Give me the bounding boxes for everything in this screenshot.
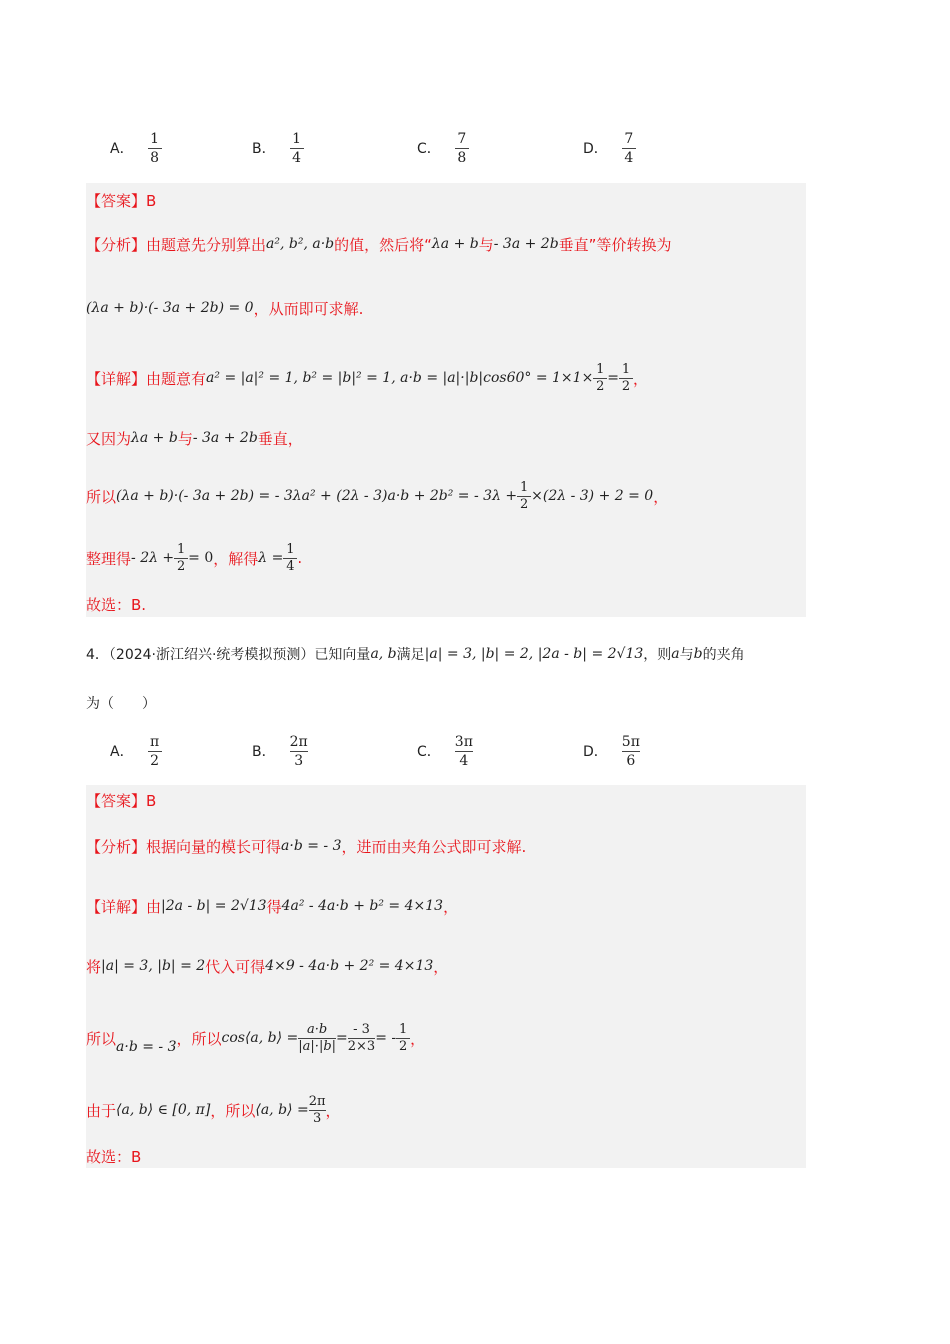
detail-text: ，所以 bbox=[176, 1029, 222, 1048]
detail-text: 与 bbox=[177, 429, 193, 448]
numerator: 5π bbox=[621, 733, 640, 750]
q4-solution-box bbox=[86, 785, 806, 1168]
q4-detail-line4 bbox=[86, 1083, 341, 1137]
denominator: 2 bbox=[596, 378, 605, 394]
option-fraction bbox=[455, 130, 469, 167]
math-fraction bbox=[283, 542, 297, 575]
denominator: 4 bbox=[292, 149, 302, 166]
math-expr: = bbox=[607, 370, 620, 386]
numerator: 1 bbox=[292, 130, 302, 147]
q3-detail-line4 bbox=[86, 533, 302, 583]
denominator: 2 bbox=[398, 1038, 408, 1054]
analysis-text: ，进而由夹角公式即可求解. bbox=[341, 837, 527, 856]
math-fraction bbox=[619, 362, 633, 395]
detail-text: ，解得 bbox=[213, 549, 259, 568]
numerator: 1 bbox=[398, 1021, 408, 1037]
detail-heading: 【详解】 bbox=[86, 897, 147, 916]
q3-options bbox=[110, 124, 670, 172]
denominator: 4 bbox=[459, 752, 469, 769]
detail-text: 所以 bbox=[86, 487, 117, 506]
numerator: 1 bbox=[520, 479, 529, 495]
math-expr: a², b², a·b bbox=[266, 236, 335, 252]
math-expr: - 3a + 2b bbox=[493, 236, 559, 252]
option-fraction bbox=[455, 733, 473, 770]
detail-text: 由题意有 bbox=[146, 369, 207, 388]
math-expr: - 2λ + bbox=[131, 550, 175, 566]
detail-text: 由于 bbox=[86, 1101, 117, 1120]
conclusion-text: 故选：B. bbox=[86, 595, 147, 614]
q4-option-c bbox=[417, 727, 473, 775]
denominator: 8 bbox=[457, 149, 467, 166]
math-expr: |2a - b| = 2√13 bbox=[161, 898, 267, 914]
denominator: 3 bbox=[294, 752, 304, 769]
q4-option-d bbox=[583, 727, 640, 775]
q3-conclusion bbox=[86, 591, 146, 617]
option-label: B． bbox=[252, 141, 276, 157]
option-label: D． bbox=[583, 744, 608, 760]
denominator: 2 bbox=[520, 496, 529, 512]
math-expr: ⟨a, b⟩ = bbox=[255, 1102, 309, 1118]
analysis-text: 与 bbox=[478, 235, 494, 254]
q3-option-b bbox=[252, 124, 304, 172]
stem-text: 为（ ） bbox=[86, 696, 156, 712]
q4-stem-line2 bbox=[86, 690, 156, 716]
option-fraction bbox=[622, 733, 640, 770]
q3-detail-line3 bbox=[86, 471, 668, 521]
conclusion-text: 故选：B bbox=[86, 1147, 142, 1166]
q4-options bbox=[110, 727, 670, 775]
math-expr: a·b = - 3 bbox=[281, 838, 342, 854]
detail-text: 所以 bbox=[86, 1029, 117, 1048]
q4-option-a bbox=[110, 727, 162, 775]
math-expr: 4a² - 4a·b + b² = 4×13 bbox=[281, 898, 444, 914]
denominator: 2 bbox=[150, 752, 160, 769]
detail-text: . bbox=[297, 549, 303, 567]
analysis-text: 由题意先分别算出 bbox=[146, 235, 267, 254]
stem-text: ，则 bbox=[643, 647, 672, 663]
stem-text: 与 bbox=[679, 647, 694, 663]
denominator: |a|·|b| bbox=[298, 1038, 337, 1054]
detail-text: ， bbox=[443, 897, 459, 916]
q4-option-b bbox=[252, 727, 308, 775]
detail-text: 由 bbox=[146, 897, 162, 916]
math-fraction bbox=[309, 1094, 326, 1127]
option-label: A． bbox=[110, 141, 134, 157]
math-expr: λa + b bbox=[131, 430, 178, 446]
denominator: 3 bbox=[312, 1110, 322, 1126]
q4-detail-line2 bbox=[86, 949, 448, 983]
detail-text: 垂直， bbox=[257, 429, 303, 448]
denominator: 8 bbox=[150, 149, 160, 166]
q4-analysis bbox=[86, 831, 526, 861]
option-fraction bbox=[148, 130, 162, 167]
q3-solution-box bbox=[86, 183, 806, 617]
q3-answer bbox=[86, 187, 156, 213]
stem-text: 满足 bbox=[396, 647, 425, 663]
analysis-text: 根据向量的模长可得 bbox=[146, 837, 282, 856]
math-expr: = bbox=[336, 1030, 348, 1046]
answer-text: 【答案】B bbox=[86, 791, 157, 810]
math-expr: a bbox=[671, 646, 680, 662]
math-expr: = - bbox=[375, 1030, 397, 1046]
detail-text: ， bbox=[410, 1029, 426, 1048]
math-expr: a·b = - 3 bbox=[116, 1039, 177, 1055]
math-expr: a² = |a|² = 1, b² = |b|² = 1, a·b = |a|·|b|cos60° = 1×1× bbox=[206, 370, 594, 386]
math-fraction bbox=[348, 1022, 375, 1055]
option-label: C． bbox=[417, 141, 441, 157]
math-expr: ⟨a, b⟩ ∈ [0, π] bbox=[116, 1102, 211, 1118]
stem-text: 4．（2024·浙江绍兴·统考模拟预测）已知向量 bbox=[86, 647, 371, 663]
q3-analysis-line2 bbox=[86, 293, 363, 323]
numerator: 7 bbox=[457, 130, 467, 147]
detail-heading: 【详解】 bbox=[86, 369, 147, 388]
option-label: C． bbox=[417, 744, 441, 760]
math-expr: λ = bbox=[258, 550, 284, 566]
math-expr: = 0 bbox=[188, 550, 214, 566]
math-fraction bbox=[593, 362, 607, 395]
numerator: 1 bbox=[286, 541, 295, 557]
analysis-text: 的值，然后将“ bbox=[334, 235, 432, 254]
math-fraction bbox=[396, 1022, 410, 1055]
q3-detail-line2 bbox=[86, 423, 303, 453]
detail-text: 整理得 bbox=[86, 549, 132, 568]
analysis-heading: 【分析】 bbox=[86, 837, 147, 856]
option-fraction bbox=[622, 130, 636, 167]
denominator: 2×3 bbox=[347, 1038, 376, 1054]
numerator: 1 bbox=[621, 361, 631, 377]
math-expr: |a| = 3, |b| = 2, |2a - b| = 2√13 bbox=[424, 646, 644, 662]
numerator: a·b bbox=[307, 1021, 328, 1037]
math-fraction bbox=[517, 480, 531, 513]
denominator: 2 bbox=[177, 558, 186, 574]
detail-text: 将 bbox=[86, 957, 102, 976]
numerator: 1 bbox=[596, 361, 605, 377]
q4-detail-line1 bbox=[86, 889, 458, 923]
numerator: 7 bbox=[624, 130, 634, 147]
numerator: 1 bbox=[150, 130, 160, 147]
math-expr: - 3a + 2b bbox=[192, 430, 258, 446]
math-expr: 4×9 - 4a·b + 2² = 4×13 bbox=[265, 958, 434, 974]
detail-text: ， bbox=[325, 1101, 341, 1120]
numerator: 2π bbox=[289, 733, 308, 750]
option-label: D． bbox=[583, 141, 608, 157]
q3-option-a bbox=[110, 124, 162, 172]
detail-text: ，所以 bbox=[210, 1101, 256, 1120]
detail-text: ， bbox=[653, 487, 669, 506]
numerator: 3π bbox=[454, 733, 473, 750]
numerator: - 3 bbox=[353, 1021, 370, 1037]
denominator: 4 bbox=[286, 558, 295, 574]
denominator: 6 bbox=[626, 752, 636, 769]
denominator: 2 bbox=[621, 378, 631, 394]
q4-stem-line1 bbox=[86, 640, 745, 668]
option-fraction bbox=[290, 130, 304, 167]
math-expr: (λa + b)·(- 3a + 2b) = - 3λa² + (2λ - 3)a·b + 2b² = - 3λ + bbox=[116, 488, 518, 504]
answer-text: 【答案】B bbox=[86, 191, 157, 210]
math-fraction bbox=[174, 542, 188, 575]
detail-text: ， bbox=[433, 957, 449, 976]
numerator: 2π bbox=[308, 1093, 326, 1109]
math-expr: λa + b bbox=[431, 236, 479, 252]
detail-text: ， bbox=[633, 369, 649, 388]
numerator: π bbox=[149, 733, 160, 750]
numerator: 1 bbox=[177, 541, 186, 557]
detail-text: 代入可得 bbox=[205, 957, 266, 976]
analysis-text: 垂直”等价转换为 bbox=[558, 235, 672, 254]
math-expr: b bbox=[693, 646, 703, 662]
q3-detail-line1 bbox=[86, 351, 648, 405]
math-expr: cos⟨a, b⟩ = bbox=[221, 1030, 299, 1046]
math-expr: ×(2λ - 3) + 2 = 0 bbox=[531, 488, 654, 504]
option-fraction bbox=[290, 733, 308, 770]
analysis-text: ，从而即可求解. bbox=[253, 299, 364, 318]
detail-text: 又因为 bbox=[86, 429, 132, 448]
denominator: 4 bbox=[624, 149, 634, 166]
stem-text: 的夹角 bbox=[702, 647, 745, 663]
math-fraction bbox=[298, 1022, 336, 1055]
option-fraction bbox=[148, 733, 162, 770]
option-label: A． bbox=[110, 744, 134, 760]
analysis-heading: 【分析】 bbox=[86, 235, 147, 254]
math-expr: (λa + b)·(- 3a + 2b) = 0 bbox=[86, 300, 254, 316]
q3-analysis bbox=[86, 229, 671, 259]
q3-option-c bbox=[417, 124, 469, 172]
q4-detail-line3 bbox=[86, 1005, 425, 1071]
math-expr: a, b bbox=[370, 646, 397, 662]
q4-answer bbox=[86, 787, 156, 813]
q3-option-d bbox=[583, 124, 636, 172]
math-expr: |a| = 3, |b| = 2 bbox=[101, 958, 206, 974]
option-label: B． bbox=[252, 744, 276, 760]
detail-text: 得 bbox=[266, 897, 282, 916]
q4-conclusion bbox=[86, 1143, 141, 1169]
